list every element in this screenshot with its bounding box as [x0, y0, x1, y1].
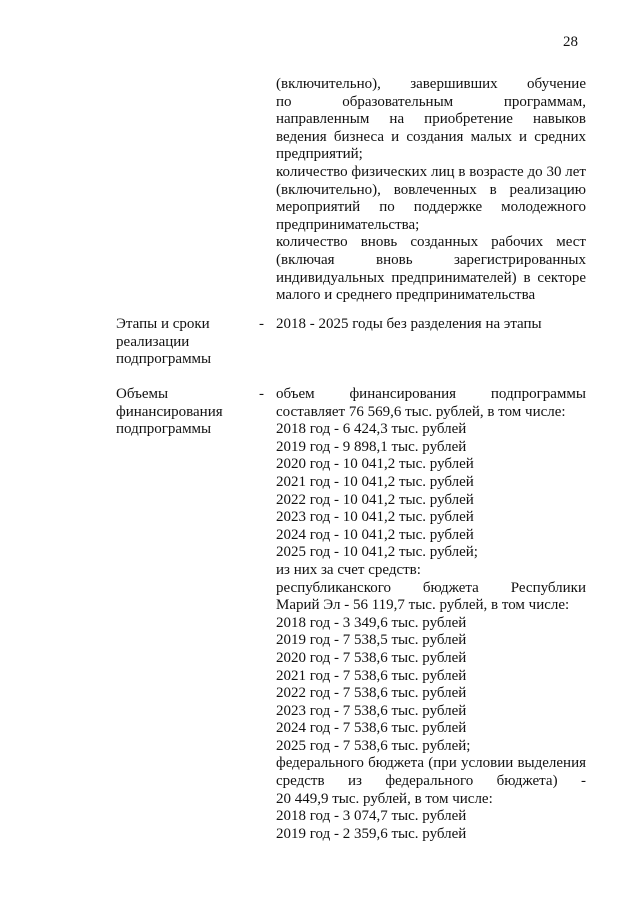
funding-label [116, 386, 246, 439]
intro-line: мероприятий по поддержке молодежного [276, 199, 586, 216]
funding-line: республиканского бюджета Республики [276, 579, 586, 596]
stages-label [116, 316, 246, 369]
funding-line: 2018 год - 3 349,6 тыс. рублей [276, 614, 467, 631]
funding-line: 2019 год - 9 898,1 тыс. рублей [276, 438, 467, 455]
stages-label-line: Этапы и сроки [116, 316, 210, 332]
stages-label-line: реализации [116, 333, 190, 350]
funding-line: 2020 год - 10 041,2 тыс. рублей [276, 456, 474, 473]
funding-line: 20 449,9 тыс. рублей, в том числе: [276, 790, 493, 807]
intro-line: предприятий; [276, 146, 363, 163]
funding-line: составляет 76 569,6 тыс. рублей, в том числе: [276, 403, 566, 420]
funding-line: 2019 год - 2 359,6 тыс. рублей [276, 825, 467, 842]
intro-line: количество физических лиц в возрасте до 30 лет [276, 163, 586, 180]
funding-line: 2024 год - 7 538,6 тыс. рублей [276, 720, 467, 737]
funding-line: 2022 год - 10 041,2 тыс. рублей [276, 491, 474, 508]
funding-label-line: подпрограммы [116, 421, 212, 438]
funding-line: 2022 год - 7 538,6 тыс. рублей [276, 685, 467, 702]
intro-line: (включительно), завершивших обучение [276, 76, 586, 92]
funding-line: 2023 год - 7 538,6 тыс. рублей [276, 702, 467, 719]
funding-line: 2020 год - 7 538,6 тыс. рублей [276, 649, 467, 666]
funding-line: объем финансирования подпрограммы [276, 386, 586, 402]
funding-line: 2023 год - 10 041,2 тыс. рублей [276, 509, 474, 526]
funding-line: из них за счет средств: [276, 561, 421, 578]
intro-line: по образовательным программам, [276, 93, 586, 110]
funding-line: 2019 год - 7 538,5 тыс. рублей [276, 632, 467, 649]
stages-value [276, 316, 586, 334]
stages-label-line: подпрограммы [116, 351, 212, 368]
intro-line: количество вновь созданных рабочих мест [276, 234, 586, 251]
funding-line: 2018 год - 3 074,7 тыс. рублей [276, 808, 467, 825]
funding-line: 2024 год - 10 041,2 тыс. рублей [276, 526, 474, 543]
page-number: 28 [563, 34, 578, 50]
funding-text [276, 386, 586, 843]
funding-label-line: Объемы [116, 386, 169, 402]
funding-dash: - [259, 386, 264, 402]
funding-line: средств из федерального бюджета) - [276, 773, 586, 790]
funding-line: 2021 год - 7 538,6 тыс. рублей [276, 667, 467, 684]
funding-line: 2018 год - 6 424,3 тыс. рублей [276, 421, 467, 438]
funding-line: Марий Эл - 56 119,7 тыс. рублей, в том числе: [276, 597, 570, 614]
intro-line: индивидуальных предпринимателей) в секторе [276, 269, 586, 286]
intro-line: малого и среднего предпринимательства [276, 287, 536, 304]
funding-label-line: финансирования [116, 403, 223, 420]
intro-text [276, 76, 586, 305]
funding-line: 2021 год - 10 041,2 тыс. рублей [276, 473, 474, 490]
intro-line: предпринимательства; [276, 216, 420, 233]
funding-line: 2025 год - 7 538,6 тыс. рублей; [276, 737, 471, 754]
stages-value-text: 2018 - 2025 годы без разделения на этапы [276, 316, 542, 332]
intro-line: (включительно), вовлеченных в реализацию [276, 181, 586, 198]
intro-line: направленным на приобретение навыков [276, 111, 586, 128]
intro-line: (включая вновь зарегистрированных [276, 251, 586, 268]
funding-line: 2025 год - 10 041,2 тыс. рублей; [276, 544, 478, 561]
funding-line: федерального бюджета (при условии выделения [276, 755, 586, 772]
stages-dash: - [259, 316, 264, 332]
intro-line: ведения бизнеса и создания малых и средних [276, 128, 586, 145]
